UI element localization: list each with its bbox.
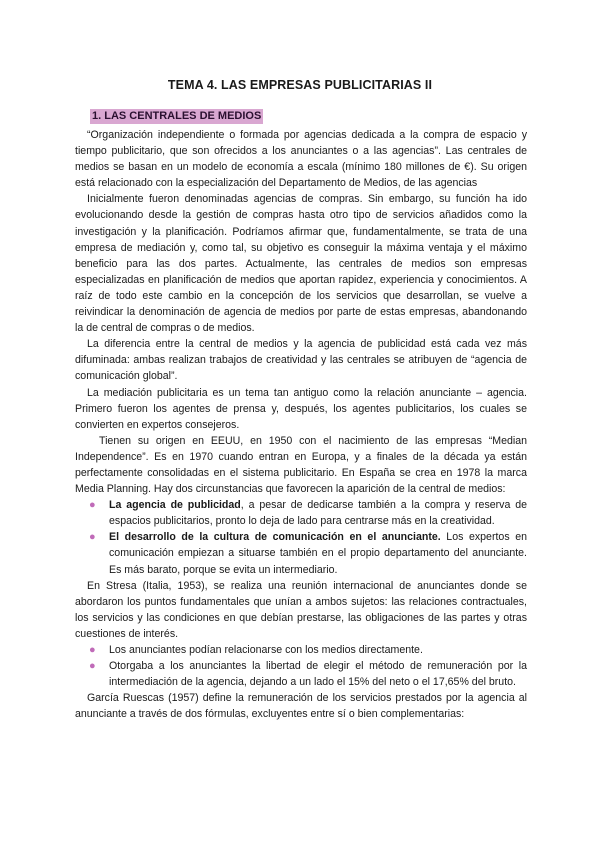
bullet-icon: ● [89, 531, 96, 544]
page-title: TEMA 4. LAS EMPRESAS PUBLICITARIAS II [167, 78, 433, 92]
list-item-bold: La agencia de publicidad [109, 499, 241, 512]
list-item [75, 497, 527, 529]
list-item-text: Los expertos en comunicación empiezan a situarse también en el propio departamento del anunciante. Es más barato, porque se evita un intermediario. [109, 531, 527, 576]
bullet-icon: ● [89, 644, 96, 656]
paragraph-6: En Stresa (Italia, 1953), se realiza una reunión internacional de anunciantes donde se abordaron los puntos fundamentales que unían a ambos sujetos: las relaciones contractuales, los servicios y las condiciones en que debían prestarse, las obligaciones de las partes y otras cuestiones de interés. [75, 579, 527, 640]
paragraph-3: La diferencia entre la central de medios y la agencia de publicidad está cada vez más difuminada: ambas realizan trabajos de creatividad y las centrales se atribuyen de “agencia de comunicación global”. [75, 338, 527, 383]
list-item [75, 529, 527, 577]
list-item-text: , a pesar de dedicarse también a la compra y reserva de espacios publicitarios, pronto lo deja de lado para centrarse más en la creatividad. [109, 499, 528, 528]
paragraph-1: “Organización independiente o formada por agencias dedicada a la compra de espacio y tiempo publicitario, que son ofrecidos a los anunciantes o a las agencias”. Las centrales de medios se basan en un modelo de economía a escala (mínimo 180 millones de €). Su origen está relacionado con la especialización del Departamento de Medios, de las agencias [75, 129, 527, 190]
list-item-text: Los anunciantes podían relacionarse con los medios directamente. [109, 644, 423, 656]
paragraph-7: García Ruescas (1957) define la remuneración de los servicios prestados por la agencia al anunciante a través de dos fórmulas, excluyentes entre sí o bien complementarias: [75, 692, 527, 721]
paragraph-5: Tienen su origen en EEUU, en 1950 con el nacimiento de las empresas “Median Independence”. Es en 1970 cuando entran en Europa, y a finales de la década ya están perfectamente consolidadas en el sistema publicitario. En España se crea en 1978 la marca Media Planning. Hay dos circunstancias que favorecen la aparición de la central de medios: [75, 434, 527, 496]
bullet-icon: ● [89, 499, 96, 512]
bullet-list-1 [75, 497, 527, 577]
list-item [75, 658, 527, 690]
document-body [75, 127, 527, 722]
list-item-bold: El desarrollo de la cultura de comunicación en el anunciante. [109, 531, 441, 544]
list-item-text: Otorgaba a los anunciantes la libertad de elegir el método de remuneración por la intermediación de la agencia, dejando a un lado el 15% del neto o el 17,65% del bruto. [109, 660, 527, 689]
bullet-icon: ● [89, 660, 96, 673]
paragraph-4: La mediación publicitaria es un tema tan antiguo como la relación anunciante – agencia. Primero fueron los agentes de prensa y, después, los agentes publicitarios, los cuales se convierten en expertos consejeros. [75, 386, 527, 431]
paragraph-2: Inicialmente fueron denominadas agencias de compras. Sin embargo, su función ha ido evolucionando desde la gestión de compras hasta otro tipo de servicios añadidos como la investigación y la planificación. Podríamos afirmar que, fundamentalmente, se trata de una empresa de mediación y, como tal, su objetivo es conseguir la máxima ventaja y el máximo beneficio para las dos partes. Actualmente, las centrales de medios son empresas especializadas en planificación de medios que aportan rapidez, experiencia y conocimientos. A raíz de todo este cambio en la concepción de los servicios que desarrollan, se vuelve a reivindicar la denominación de agencia de medios por parte de estas empresas, abandonando la de central de compras o de medios. [75, 193, 527, 335]
section-heading: 1. LAS CENTRALES DE MEDIOS [92, 110, 262, 122]
list-item [75, 642, 527, 658]
bullet-list-2 [75, 642, 527, 690]
